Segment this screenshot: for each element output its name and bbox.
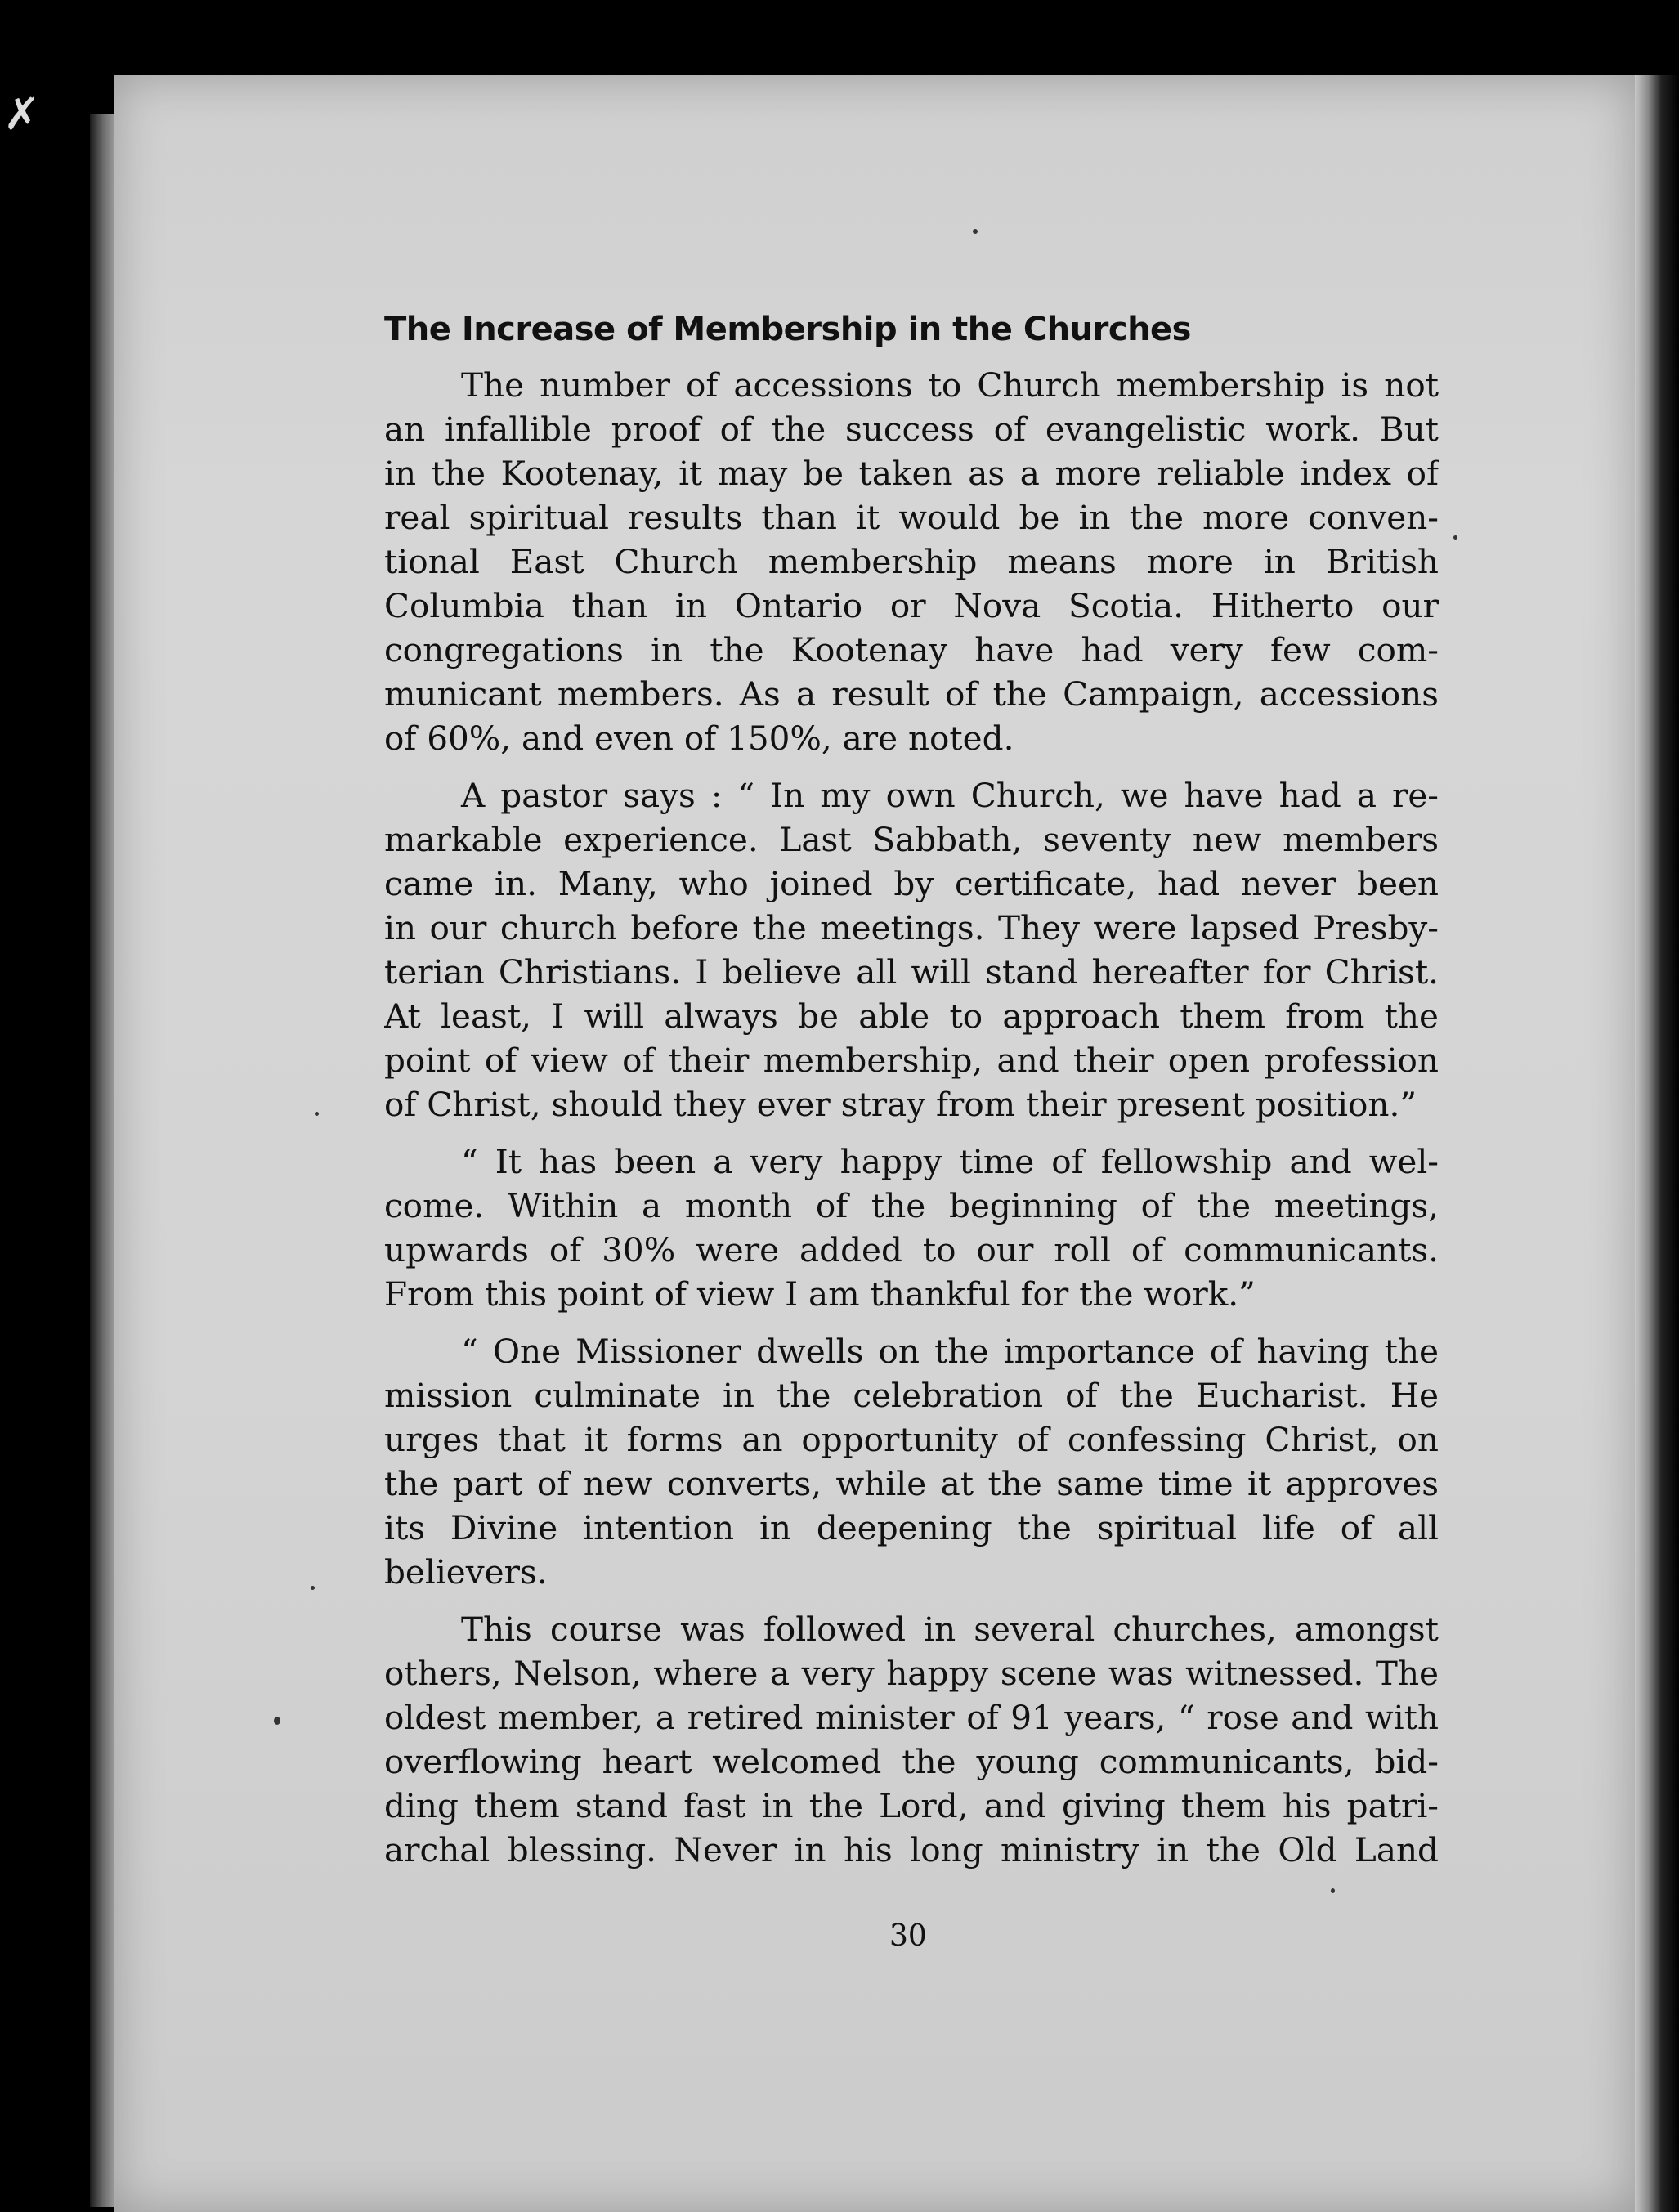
text-line: From this point of view I am thankful for the work.” xyxy=(384,1274,1256,1314)
text-line: the part of new converts, while at the same time it approves xyxy=(384,1464,1439,1503)
text-line: municant members. As a result of the Campaign, accessions xyxy=(384,674,1439,714)
scan-speck xyxy=(1331,1888,1335,1893)
text-line: terian Christians. I believe all will stand hereafter for Christ. xyxy=(384,952,1439,992)
text-line: congregations in the Kootenay have had very few com- xyxy=(384,630,1439,669)
text-line: come. Within a month of the beginning of the meetings, xyxy=(384,1186,1439,1225)
paragraph xyxy=(384,363,1439,760)
text-line: of Christ, should they ever stray from their present position.” xyxy=(384,1085,1417,1124)
scan-speck xyxy=(315,1112,319,1116)
text-line: in the Kootenay, it may be taken as a more reliable index of xyxy=(384,454,1439,493)
corner-scan-mark: ✗ xyxy=(3,88,41,140)
text-line: “ It has been a very happy time of fellowship and wel- xyxy=(461,1142,1439,1181)
text-line: The number of accessions to Church membership is not xyxy=(461,365,1439,405)
text-line: in our church before the meetings. They were lapsed Presby- xyxy=(384,908,1439,947)
text-line: mission culminate in the celebration of the Eucharist. He xyxy=(384,1376,1439,1415)
paragraph xyxy=(384,773,1439,1126)
page-number: 30 xyxy=(889,1919,927,1953)
text-line: Columbia than in Ontario or Nova Scotia. Hitherto our xyxy=(384,586,1439,625)
text-line: “ One Missioner dwells on the importance of having the xyxy=(461,1332,1439,1371)
text-line: oldest member, a retired minister of 91 years, “ rose and with xyxy=(384,1698,1439,1737)
text-line: of 60%, and even of 150%, are noted. xyxy=(384,719,1014,758)
text-line: overflowing heart welcomed the young communicants, bid- xyxy=(384,1742,1439,1781)
text-line: real spiritual results than it would be in the more conven- xyxy=(384,498,1439,537)
text-line: urges that it forms an opportunity of confessing Christ, on xyxy=(384,1420,1439,1459)
text-line: A pastor says : “ In my own Church, we have had a re- xyxy=(461,776,1439,815)
book-binding-edge xyxy=(1635,75,1679,2212)
text-line: ding them stand fast in the Lord, and giving them his patri- xyxy=(384,1786,1439,1825)
paragraph xyxy=(384,1607,1439,1872)
text-block xyxy=(384,311,1439,1885)
text-line: markable experience. Last Sabbath, seventy new members xyxy=(384,820,1439,859)
text-line: its Divine intention in deepening the spiritual life of all xyxy=(384,1508,1439,1547)
text-line: came in. Many, who joined by certificate, had never been xyxy=(384,864,1439,903)
text-line: At least, I will always be able to approach them from the xyxy=(384,996,1439,1036)
text-line: This course was followed in several churches, amongst xyxy=(461,1610,1439,1649)
scan-speck xyxy=(274,1717,280,1725)
paragraph xyxy=(384,1329,1439,1594)
scan-speck xyxy=(973,229,978,234)
section-heading: The Increase of Membership in the Churches xyxy=(384,311,1191,348)
scan-speck xyxy=(1453,535,1457,540)
text-line: an infallible proof of the success of evangelistic work. But xyxy=(384,410,1439,449)
text-line: archal blessing. Never in his long ministry in the Old Land xyxy=(384,1830,1439,1869)
text-line: upwards of 30% were added to our roll of communicants. xyxy=(384,1230,1439,1269)
scan-speck xyxy=(311,1586,315,1590)
text-line: tional East Church membership means more in British xyxy=(384,542,1439,581)
paragraph xyxy=(384,1140,1439,1316)
text-line: others, Nelson, where a very happy scene was witnessed. The xyxy=(384,1654,1439,1693)
text-line: point of view of their membership, and their open profession xyxy=(384,1041,1439,1080)
text-line: believers. xyxy=(384,1552,548,1592)
